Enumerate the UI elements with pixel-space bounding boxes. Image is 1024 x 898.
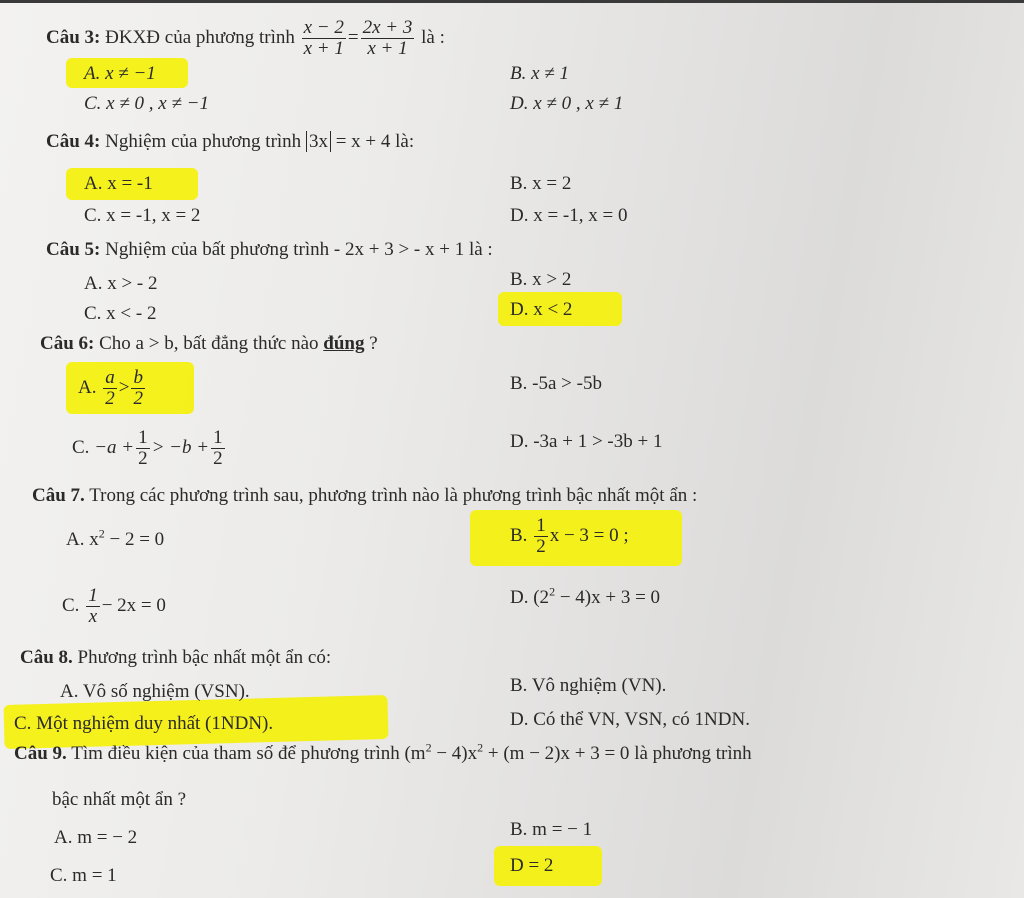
q5-option-a: A. x > - 2 <box>84 273 158 294</box>
q5-prefix: Câu 5: <box>46 239 101 260</box>
q9-option-c: C. m = 1 <box>50 865 117 886</box>
q5-option-d: D. x < 2 <box>510 299 573 320</box>
q6-option-c <box>72 424 227 472</box>
q4-option-c: C. x = -1, x = 2 <box>84 205 201 226</box>
q7-c-frac: $\frac{1}{x}$ <box>88 585 98 628</box>
q6-c-frac1: $\frac{1}{2}$ <box>138 427 148 470</box>
q7-prefix: Câu 7. <box>32 485 85 506</box>
q6-c-frac2: $\frac{1}{2}$ <box>213 427 223 470</box>
q3-prefix: Câu 3: <box>46 27 101 48</box>
q5-option-c: C. x < - 2 <box>84 303 157 324</box>
q4-option-d: D. x = -1, x = 0 <box>510 205 628 226</box>
q6-option-d: D. -3a + 1 > -3b + 1 <box>510 431 663 452</box>
q6-option-a <box>78 364 147 412</box>
q4-rest: = x + 4 là: <box>335 131 415 152</box>
question-9 <box>14 742 752 766</box>
top-border <box>0 0 1024 3</box>
q9-option-d: D = 2 <box>510 855 554 876</box>
q8-option-b: B. Vô nghiệm (VN). <box>510 675 667 696</box>
q9-text-end: là phương trình <box>634 743 752 764</box>
q7-text: Trong các phương trình sau, phương trình nào là phương trình bậc nhất một ẩn : <box>89 485 698 506</box>
q6-option-b: B. -5a > -5b <box>510 373 602 394</box>
q3-equals: = <box>347 27 359 48</box>
question-7 <box>32 484 697 508</box>
q7-b-post: x − 3 = 0 ; <box>549 525 629 546</box>
q8-option-a: A. Vô số nghiệm (VSN). <box>60 681 250 702</box>
q6-a-frac1: $\frac{a}{2}$ <box>105 367 115 410</box>
q6-text-before: Cho a > b, bất đẳng thức nào <box>99 333 319 354</box>
q6-prefix: Câu 6: <box>40 333 95 354</box>
q3-text: ĐKXĐ của phương trình <box>105 27 295 48</box>
q6-a-label: A. <box>78 377 97 398</box>
question-3 <box>46 16 445 60</box>
question-8 <box>20 646 331 670</box>
q7-c-post: − 2x = 0 <box>101 595 166 616</box>
q8-option-d: D. Có thể VN, VSN, có 1NDN. <box>510 709 750 730</box>
q4-option-a: A. x = -1 <box>84 173 153 194</box>
q6-a-op: > <box>118 377 130 398</box>
q7-b-frac: $\frac{1}{2}$ <box>536 515 546 558</box>
q7-b-label: B. <box>510 525 528 546</box>
q7-c-label: C. <box>62 595 80 616</box>
q3-suffix: là : <box>421 27 445 48</box>
q5-option-b: B. x > 2 <box>510 269 572 290</box>
q8-option-c: C. Một nghiệm duy nhất (1NDN). <box>14 713 274 734</box>
q5-text: Nghiệm của bất phương trình - 2x + 3 > - x + 1 là : <box>105 239 493 260</box>
q8-text: Phương trình bậc nhất một ẩn có: <box>77 647 332 668</box>
question-4 <box>46 130 414 154</box>
q4-text: Nghiệm của phương trình <box>105 131 302 152</box>
q6-text-after: ? <box>369 333 378 354</box>
q9-text: Tìm điều kiện của tham số để phương trình <box>71 743 400 764</box>
q6-c-label: C. <box>72 437 90 458</box>
q9-option-a: A. m = − 2 <box>54 827 138 848</box>
q3-option-b: B. x ≠ 1 <box>510 63 569 84</box>
q9-equation: $(m^2 - 4)x^2 + (m - 2)x + 3 = 0$ <box>404 740 630 764</box>
q7-option-d: D. $(2^2 - 4)x + 3 = 0$ <box>510 584 661 608</box>
q6-c-lhs: −a + <box>94 437 135 458</box>
q7-option-c <box>62 582 166 630</box>
question-5 <box>46 238 493 262</box>
q4-option-b: B. x = 2 <box>510 173 572 194</box>
q7-option-b <box>510 512 629 560</box>
q3-lhs-fraction: $\frac{x - 2}{x + 1}$ <box>303 17 344 60</box>
q3-rhs-fraction: $\frac{2x + 3}{x + 1}$ <box>362 17 413 60</box>
q3-option-d: D. x ≠ 0 , x ≠ 1 <box>510 93 624 114</box>
question-6 <box>40 332 378 356</box>
q4-prefix: Câu 4: <box>46 131 101 152</box>
q7-option-a: A. $x^2 - 2 = 0$ <box>66 526 165 550</box>
q8-prefix: Câu 8. <box>20 647 73 668</box>
q9-option-b: B. m = − 1 <box>510 819 593 840</box>
q3-option-a: A. x ≠ −1 <box>84 63 156 84</box>
q9-line2: bậc nhất một ẩn ? <box>52 789 187 810</box>
q6-a-frac2: $\frac{b}{2}$ <box>133 367 143 410</box>
q6-key-word: đúng <box>323 333 365 354</box>
q3-option-c: C. x ≠ 0 , x ≠ −1 <box>84 93 209 114</box>
q9-prefix: Câu 9. <box>14 743 67 764</box>
q6-c-mid: > −b + <box>151 437 210 458</box>
q4-abs-expr: 3x <box>306 131 331 152</box>
